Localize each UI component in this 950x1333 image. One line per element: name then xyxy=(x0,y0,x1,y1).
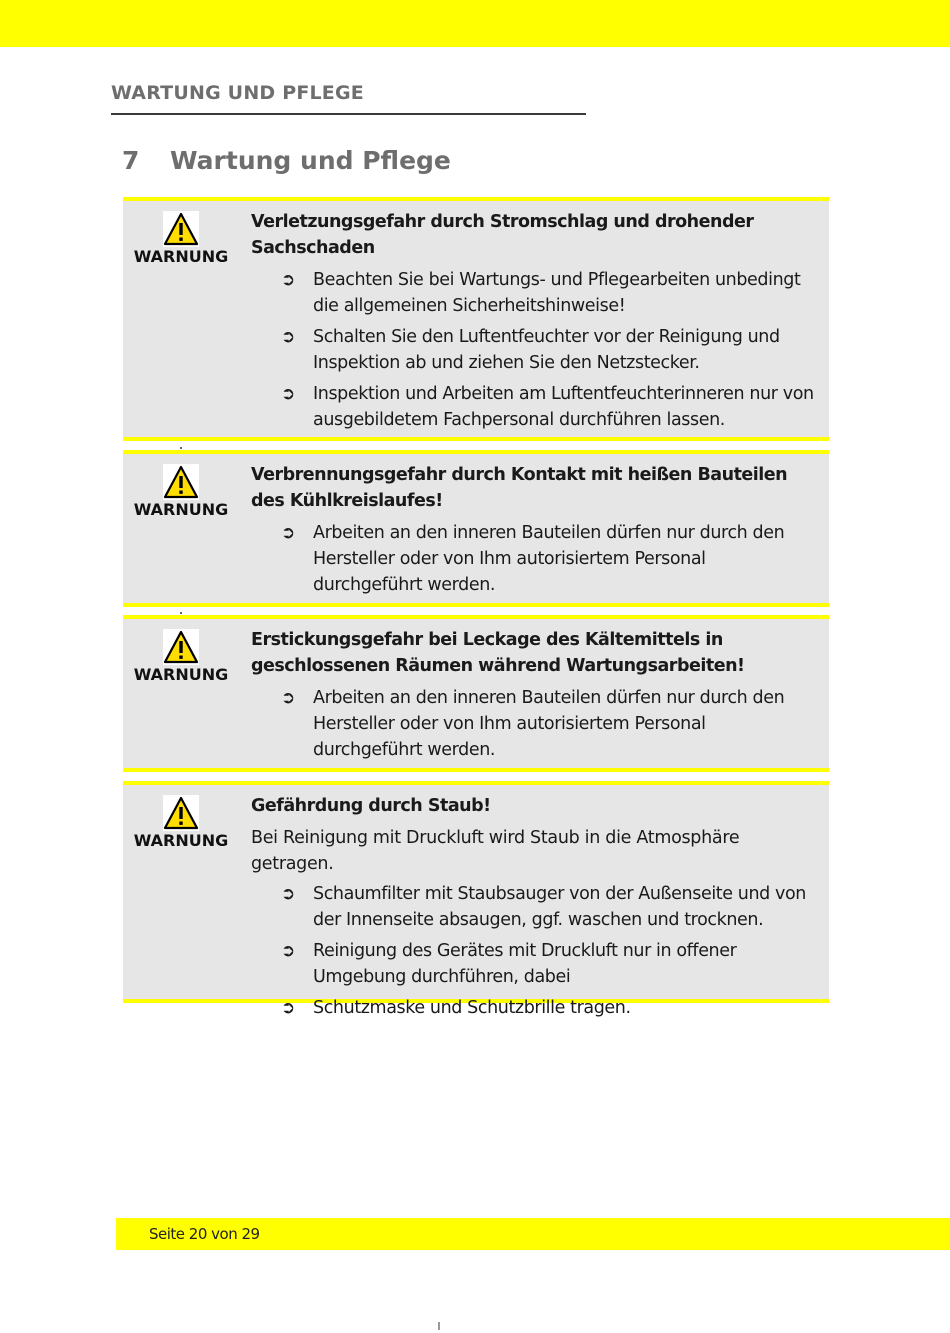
warning-badge xyxy=(123,795,239,850)
warning-list xyxy=(251,881,819,1021)
list-item: ➲ Schaumfilter mit Staubsauger von der Außenseite und von der Innenseite absaugen, ggf. waschen und trocknen. xyxy=(251,881,819,933)
arrow-bullet-icon: ➲ xyxy=(281,270,295,290)
warning-title: Gefährdung durch Staub! xyxy=(251,796,491,816)
warning-badge xyxy=(123,629,239,684)
separator-dot xyxy=(180,612,182,614)
warning-badge xyxy=(123,464,239,519)
warning-content xyxy=(251,462,819,603)
chapter-title: Wartung und Pflege xyxy=(170,146,451,175)
warning-badge xyxy=(123,211,239,266)
warning-list xyxy=(251,267,819,433)
bottom-mark xyxy=(438,1322,440,1330)
warning-title: Erstickungsgefahr bei Leckage des Kältemittels in geschlossenen Räumen während Wartungsarbeiten! xyxy=(251,630,745,676)
warning-box-suffocation xyxy=(123,615,829,772)
warning-label: WARNUNG xyxy=(133,500,229,519)
warning-triangle-icon xyxy=(163,211,199,247)
list-item: ➲ Inspektion und Arbeiten am Luftentfeuchterinneren nur von ausgebildetem Fachpersonal durchführen lassen. xyxy=(251,381,819,433)
arrow-bullet-icon: ➲ xyxy=(281,941,295,961)
arrow-bullet-icon: ➲ xyxy=(281,998,295,1018)
arrow-bullet-icon: ➲ xyxy=(281,384,295,404)
warning-title: Verbrennungsgefahr durch Kontakt mit heißen Bauteilen des Kühlkreislaufes! xyxy=(251,465,788,511)
arrow-bullet-icon: ➲ xyxy=(281,884,295,904)
top-yellow-band xyxy=(0,0,950,47)
warning-list xyxy=(251,685,819,763)
warning-content xyxy=(251,793,819,1026)
warning-label: WARNUNG xyxy=(133,831,229,850)
warning-content xyxy=(251,627,819,768)
page-number: Seite 20 von 29 xyxy=(149,1225,260,1243)
list-item: ➲ Beachten Sie bei Wartungs- und Pflegearbeiten unbedingt die allgemeinen Sicherheitshinweise! xyxy=(251,267,819,319)
warning-title: Verletzungsgefahr durch Stromschlag und drohender Sachschaden xyxy=(251,212,754,258)
list-item: ➲ Arbeiten an den inneren Bauteilen dürfen nur durch den Hersteller oder von Ihm autorisiertem Personal durchgeführt werden. xyxy=(251,520,819,598)
warning-box-dust xyxy=(123,781,829,1018)
arrow-bullet-icon: ➲ xyxy=(281,523,295,543)
warning-box-electric xyxy=(123,197,829,441)
warning-label: WARNUNG xyxy=(133,247,229,266)
list-item: ➲ Schalten Sie den Luftentfeuchter vor der Reinigung und Inspektion ab und ziehen Sie den Netzstecker. xyxy=(251,324,819,376)
chapter-heading xyxy=(122,146,451,175)
separator-dot xyxy=(180,447,182,449)
chapter-number: 7 xyxy=(122,146,140,175)
warning-triangle-icon xyxy=(163,629,199,665)
list-item: ➲ Arbeiten an den inneren Bauteilen dürfen nur durch den Hersteller oder von Ihm autorisiertem Personal durchgeführt werden. xyxy=(251,685,819,763)
footer-band xyxy=(116,1218,950,1250)
warning-triangle-icon xyxy=(163,795,199,831)
warning-content xyxy=(251,209,819,438)
warning-box-burn xyxy=(123,450,829,607)
arrow-bullet-icon: ➲ xyxy=(281,688,295,708)
arrow-bullet-icon: ➲ xyxy=(281,327,295,347)
list-item: ➲ Reinigung des Gerätes mit Druckluft nur in offener Umgebung durchführen, dabei xyxy=(251,938,819,990)
list-item: ➲ Schutzmaske und Schutzbrille tragen. xyxy=(251,995,819,1021)
warning-triangle-icon xyxy=(163,464,199,500)
warning-label: WARNUNG xyxy=(133,665,229,684)
warning-list xyxy=(251,520,819,598)
warning-intro: Bei Reinigung mit Druckluft wird Staub in die Atmosphäre getragen. xyxy=(251,828,740,874)
running-header: WARTUNG UND PFLEGE xyxy=(111,82,586,115)
